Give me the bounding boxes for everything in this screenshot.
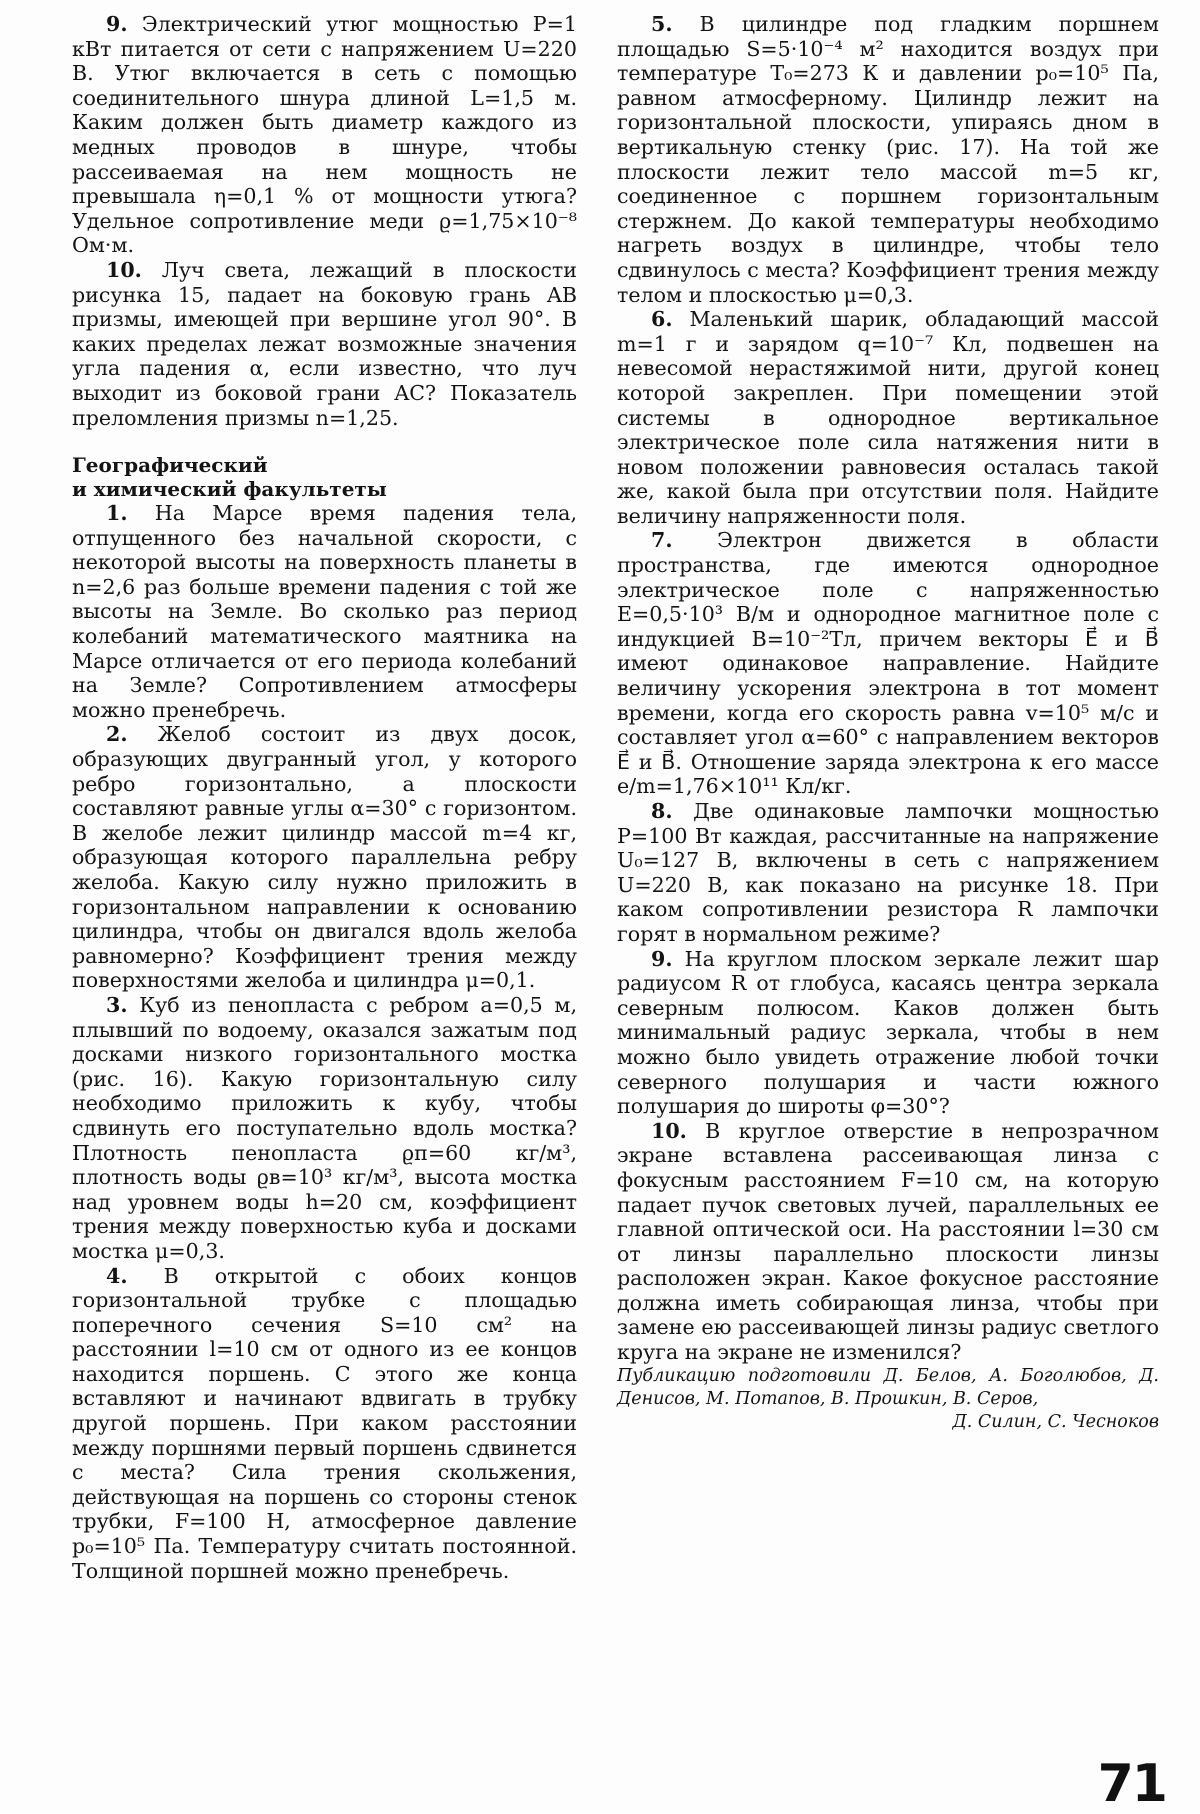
problem-paragraph (72, 501, 577, 722)
problem-text: Электрон движется в области пространства, где имеются однородное электрическое поле с напряженностью E=0,5·10³ В/м и однородное магнитное поле с индукцией B=10⁻²Тл, причем векторы E⃗ и B⃗ имеют одинаковое направление. Найдите величину ускорения электрона в тот момент времени, когда его скорость равна v=10⁵ м/с и составляет угол α=60° с направлением векторов E⃗ и B⃗. Отношение заряда электрона к его массе e/m=1,76×10¹¹ Кл/кг. (617, 528, 1159, 799)
problem-text: Маленький шарик, обладающий массой m=1 г и зарядом q=10⁻⁷ Кл, подвешен на невесомой нерастяжимой нити, другой конец которой закреплен. При помещении этой системы в однородное вертикальное электрическое поле сила натяжения нити в новом положении равновесия осталась такой же, какой была при отсутствии поля. Найдите величину напряженности поля. (617, 307, 1159, 528)
problem-number: 2. (106, 722, 128, 747)
problem-number: 9. (106, 12, 128, 36)
problem-number: 6. (651, 307, 673, 332)
problem-number: 5. (651, 12, 673, 36)
problem-text: Луч света, лежащий в плоскости рисунка 15, падает на боковую грань AB призмы, имеющей при вершине угол 90°. В каких пределах лежат возможные значения угла падения α, если известно, что луч выходит из боковой грани AC? Показатель преломления призмы n=1,25. (72, 257, 577, 430)
problem-text: Две одинаковые лампочки мощностью P=100 Вт каждая, рассчитанные на напряжение U₀=127 В, включены в сеть с напряжением U=220 В, как показано на рисунке 18. При каком сопротивлении резистора R лампочки горят в нормальном режиме? (617, 799, 1159, 946)
problem-text: Желоб состоит из двух досок, образующих двугранный угол, у которого ребро горизонтально, а плоскости составляют равные углы α=30° с горизонтом. В желобе лежит цилиндр массой m=4 кг, образующая которого параллельна ребру желоба. Какую силу нужно приложить в горизонтальном направлении к основанию цилиндра, чтобы он двигался вдоль желоба равномерно? Коэффициент трения между поверхностями желоба и цилиндра μ=0,1. (72, 722, 578, 993)
problem-number: 7. (651, 528, 673, 553)
problem-text: В круглое отверстие в непрозрачном экране вставлена рассеивающая линза с фокусным расстоянием F=10 см, на которую падает пучок световых лучей, параллельных ее главной оптической оси. На расстоянии l=30 см от линзы параллельно плоскости линзы расположен экран. Какое фокусное расстояние должна иметь собирающая линза, чтобы при замене ею рассеивающей линзы радиус светлого круга на экране не изменился? (617, 1118, 1159, 1365)
problem-number: 3. (106, 992, 128, 1017)
section-heading-line: Географический (72, 453, 268, 478)
problem-paragraph (72, 12, 577, 258)
problem-number: 10. (651, 1118, 687, 1143)
problem-text: В цилиндре под гладким поршнем площадью S=5·10⁻⁴ м² находится воздух при температуре T₀=273 К и давлении p₀=10⁵ Па, равном атмосферному. Цилиндр лежит на горизонтальной плоскости, упираясь дном в вертикальную стенку (рис. 17). На той же плоскости лежит тело массой m=5 кг, соединенное с поршнем горизонтальным стержнем. До какой температуры необходимо нагреть воздух в цилиндре, чтобы тело сдвинулось с места? Коэффициент трения между телом и плоскостью μ=0,3. (617, 12, 1160, 307)
problem-text: Электрический утюг мощностью P=1 кВт питается от сети с напряжением U=220 В. Утюг включается в сеть с помощью соединительного шнура длиной L=1,5 м. Каким должен быть диаметр каждого из медных проводов в шнуре, чтобы рассеиваемая на нем мощность не превышала η=0,1 % от мощности утюга? Удельное сопротивление меди ϱ=1,75×10⁻⁸ Ом·м. (72, 12, 577, 258)
problem-text: В открытой с обоих концов горизонтальной трубке с площадью поперечного сечения S=10 см² на расстоянии l=10 см от одного из ее концов находится поршень. С этого же конца вставляют и начинают вдвигать в трубку другой поршень. При каком расстоянии между поршнями первый поршень сдвинется с места? Сила трения скольжения, действующая на поршень со стороны стенок трубки, F=100 Н, атмосферное давление p₀=10⁵ Па. Температуру считать постоянной. Толщиной поршней можно пренебречь. (72, 1263, 577, 1583)
problem-paragraph (72, 1264, 577, 1584)
problem-text: На круглом плоском зеркале лежит шар радиусом R от глобуса, касаясь центра зеркала северным полюсом. Каков должен быть минимальный радиус зеркала, чтобы в нем можно было увидеть отражение любой точки северного полушария и части южного полушария до широты φ=30°? (617, 946, 1159, 1119)
section-heading-line: и химический факультеты (72, 476, 387, 501)
problem-number: 8. (651, 799, 673, 823)
left-column (72, 12, 577, 1583)
problem-paragraph (617, 528, 1159, 799)
problem-text: На Марсе время падения тела, отпущенного без начальной скорости, с некоторой высоты на поверхность планеты в n=2,6 раз больше времени падения с той же высоты на Земле. Во сколько раз период колебаний математического маятника на Марсе отличается от его периода колебаний на Земле? Сопротивлением атмосферы можно пренебречь. (72, 501, 578, 722)
section-heading (72, 454, 577, 501)
publication-credits (617, 1365, 1159, 1434)
page-number: 71 (1097, 1754, 1166, 1814)
problem-paragraph (617, 1119, 1159, 1365)
credits-text: Публикацию подготовили Д. Белов, А. Боголюбов, Д. Денисов, М. Потапов, В. Прошкин, В. Серов, (617, 1365, 1159, 1409)
problem-number: 9. (651, 946, 673, 971)
problem-paragraph (72, 258, 577, 430)
problem-paragraph (617, 12, 1159, 307)
problem-paragraph (72, 722, 577, 993)
problem-number: 10. (106, 257, 142, 282)
problem-text: Куб из пенопласта с ребром a=0,5 м, плывший по водоему, оказался зажатым под досками низкого горизонтального мостка (рис. 16). Какую горизонтальную силу необходимо приложить к кубу, чтобы сдвинуть его поступательно вдоль мостка? Плотность пенопласта ϱп=60 кг/м³, плотность воды ϱв=10³ кг/м³, высота мостка над уровнем воды h=20 см, коэффициент трения между поверхностью куба и досками мостка μ=0,3. (72, 992, 577, 1263)
problem-number: 4. (106, 1263, 128, 1288)
problem-paragraph (72, 993, 577, 1264)
problem-paragraph (617, 799, 1159, 947)
credits-text-last: Д. Силин, С. Чесноков (952, 1411, 1159, 1432)
problem-paragraph (617, 307, 1159, 528)
problem-paragraph (617, 947, 1159, 1119)
problem-number: 1. (106, 501, 128, 526)
right-column (617, 12, 1159, 1434)
